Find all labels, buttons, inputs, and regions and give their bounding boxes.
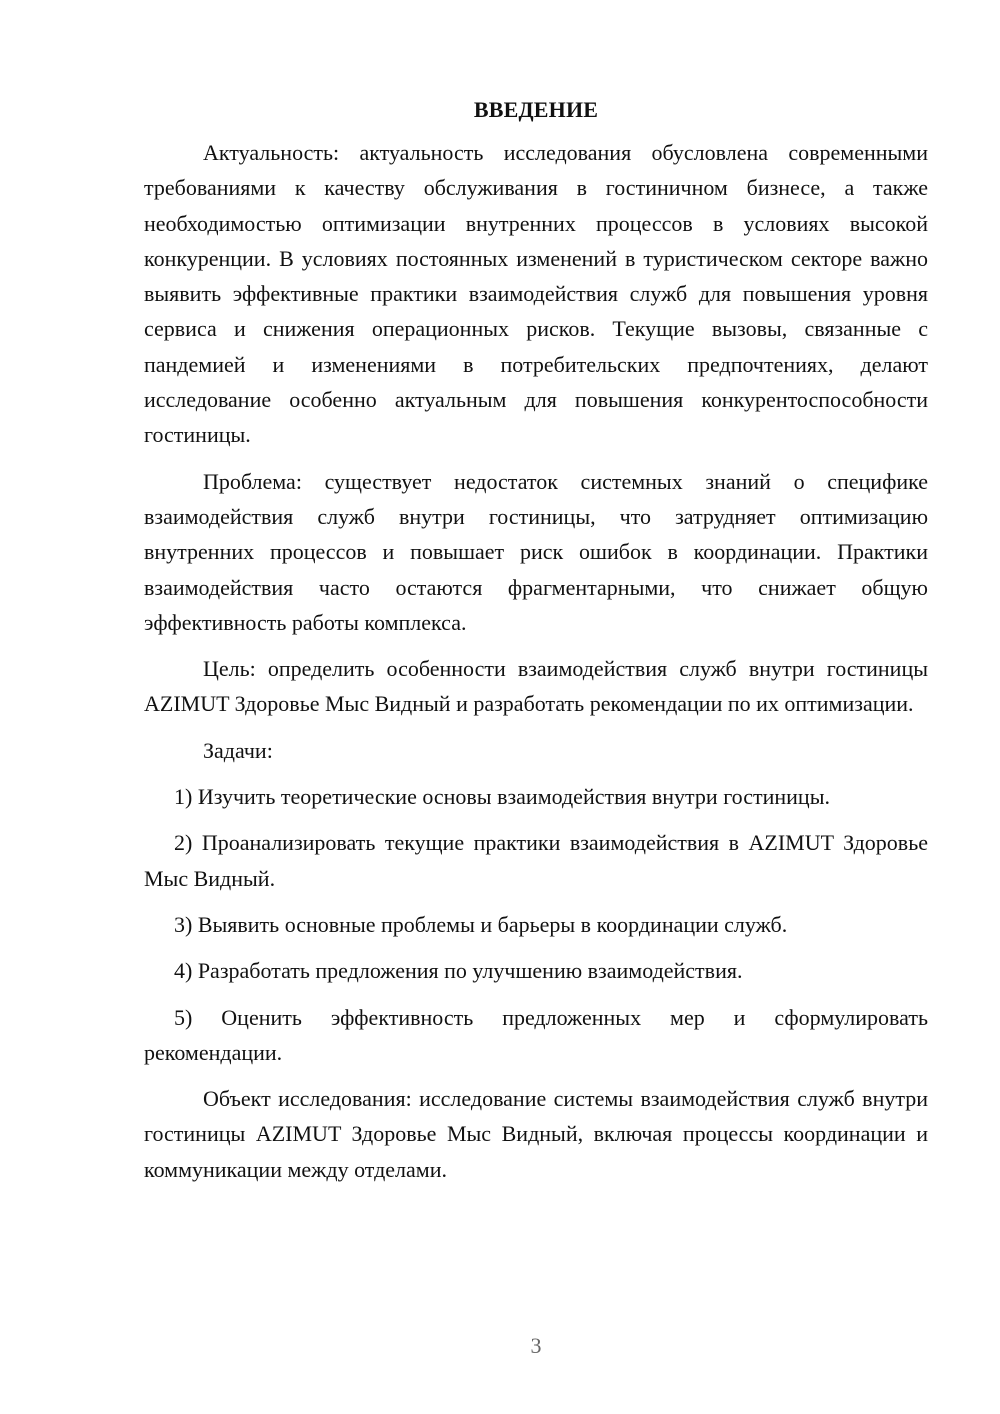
task-item-4: 4) Разработать предложения по улучшению взаимодействия. [174, 958, 743, 984]
task-item-3: 3) Выявить основные проблемы и барьеры в координации служб. [174, 911, 788, 937]
paragraph-goal: Цель: определить особенности взаимодействия служб внутри гостиницы AZIMUT Здоровье Мыс Видный и разработать рекомендации по их оптимизации. [144, 656, 928, 717]
task-item-2: 2) Проанализировать текущие практики взаимодействия в AZIMUT Здоровье Мыс Видный. [144, 830, 928, 891]
task-item-5: 5) Оценить эффективность предложенных мер и сформулировать рекомендации. [144, 1004, 928, 1065]
paragraph-problem: Проблема: существует недостаток системных знаний о специфике взаимодействия служб внутри гостиницы, что затрудняет оптимизацию внутренних процессов и повышает риск ошибок в координации. Практики взаимодействия часто остаются фрагментарными, что снижает общую эффективность работы комплекса. [144, 468, 928, 635]
paragraph-object: Объект исследования: исследование системы взаимодействия служб внутри гостиницы AZIMUT Здоровье Мыс Видный, включая процессы координации и коммуникации между отделами. [144, 1086, 928, 1182]
task-item-1: 1) Изучить теоретические основы взаимодействия внутри гостиницы. [174, 784, 830, 810]
section-heading: ВВЕДЕНИЕ [473, 97, 599, 122]
tasks-label: Задачи: [203, 737, 273, 763]
document-page [144, 92, 928, 1198]
paragraph-relevance: Актуальность: актуальность исследования обусловлена современными требованиями к качеству обслуживания в гостиничном бизнесе, а также необходимостью оптимизации внутренних процессов в условиях высокой конкуренции. В условиях постоянных изменений в туристическом секторе важно выявить эффективные практики взаимодействия служб для повышения уровня сервиса и снижения операционных рисков. Текущие вызовы, связанные с пандемией и изменениями в потребительских предпочтениях, делают исследование особенно актуальным для повышения конкурентоспособности гостиницы. [144, 140, 928, 448]
page-number: 3 [530, 1333, 542, 1358]
